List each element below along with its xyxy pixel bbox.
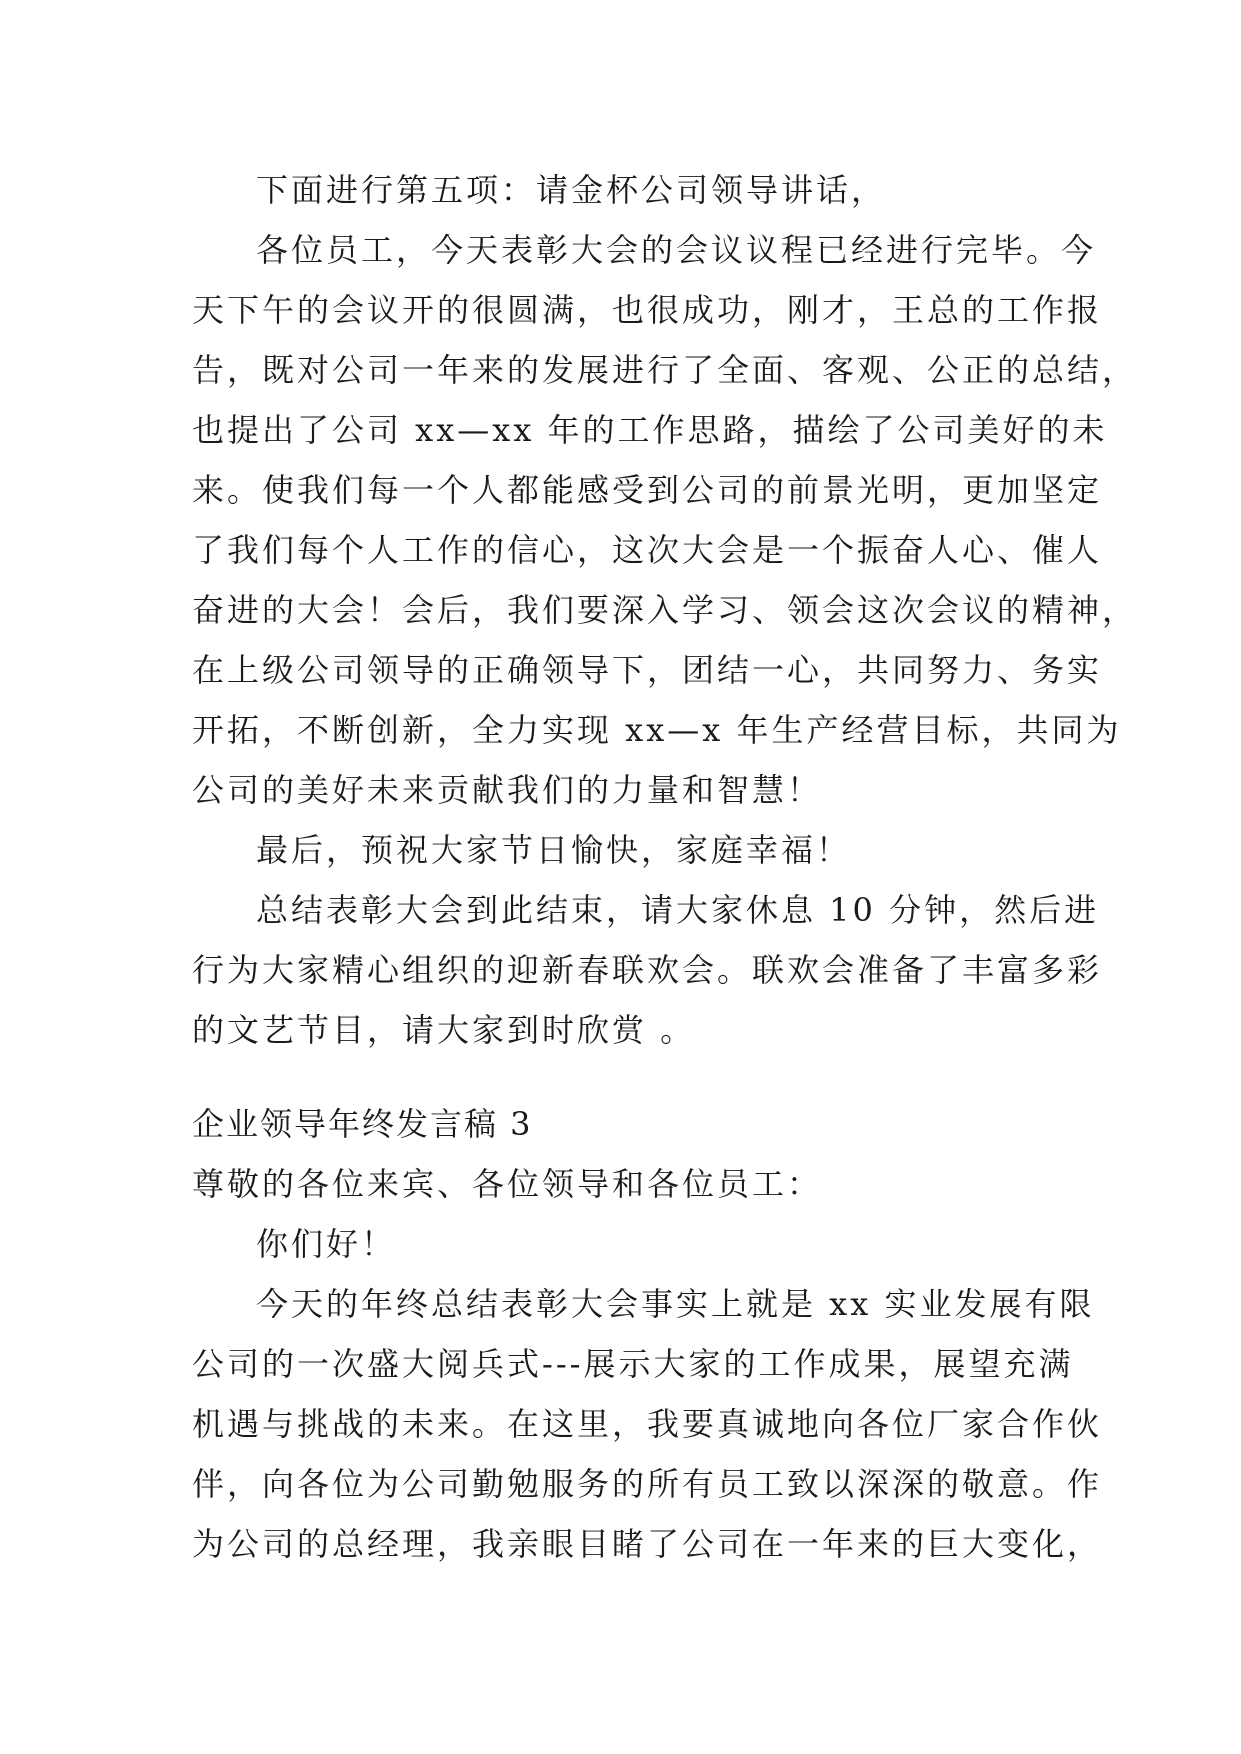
paragraph-line: 开拓，不断创新，全力实现 xx—x 年生产经营目标，共同为 <box>192 711 1122 749</box>
paragraph-line: 也提出了公司 xx—xx 年的工作思路，描绘了公司美好的未 <box>192 411 1108 449</box>
paragraph-line: 的文艺节目，请大家到时欣赏 。 <box>192 1011 696 1049</box>
paragraph-line: 公司的美好未来贡献我们的力量和智慧！ <box>192 771 823 809</box>
paragraph-line: 奋进的大会！会后，我们要深入学习、领会这次会议的精神， <box>192 591 1138 629</box>
paragraph-line: 你们好！ <box>256 1225 397 1263</box>
paragraph-line: 下面进行第五项：请金杯公司领导讲话， <box>256 171 887 209</box>
paragraph-line: 告，既对公司一年来的发展进行了全面、客观、公正的总结， <box>192 351 1138 389</box>
paragraph-line: 了我们每个人工作的信心，这次大会是一个振奋人心、催人 <box>192 531 1103 569</box>
paragraph-line: 机遇与挑战的未来。在这里，我要真诚地向各位厂家合作伙 <box>192 1405 1103 1443</box>
document-body <box>192 160 1138 1574</box>
paragraph-line: 伴，向各位为公司勤勉服务的所有员工致以深深的敬意。作 <box>192 1465 1103 1503</box>
paragraph-line: 在上级公司领导的正确领导下，团结一心，共同努力、务实 <box>192 651 1103 689</box>
paragraph-line: 天下午的会议开的很圆满，也很成功，刚才，王总的工作报 <box>192 291 1103 329</box>
paragraph-line: 来。使我们每一个人都能感受到公司的前景光明，更加坚定 <box>192 471 1103 509</box>
paragraph-line: 为公司的总经理，我亲眼目睹了公司在一年来的巨大变化， <box>192 1525 1103 1563</box>
paragraph-line: 总结表彰大会到此结束，请大家休息 10 分钟，然后进 <box>256 891 1100 929</box>
paragraph-line: 最后，预祝大家节日愉快，家庭幸福！ <box>256 831 852 869</box>
paragraph-line: 公司的一次盛大阅兵式---展示大家的工作成果，展望充满 <box>192 1345 1074 1383</box>
section-title: 企业领导年终发言稿 3 <box>192 1105 533 1143</box>
paragraph-line: 今天的年终总结表彰大会事实上就是 xx 实业发展有限 <box>256 1285 1095 1323</box>
section-gap <box>192 1060 1052 1094</box>
paragraph-line: 各位员工，今天表彰大会的会议议程已经进行完毕。今 <box>256 231 1097 269</box>
paragraph-line: 行为大家精心组织的迎新春联欢会。联欢会准备了丰富多彩 <box>192 951 1103 989</box>
salutation: 尊敬的各位来宾、各位领导和各位员工： <box>192 1165 823 1203</box>
